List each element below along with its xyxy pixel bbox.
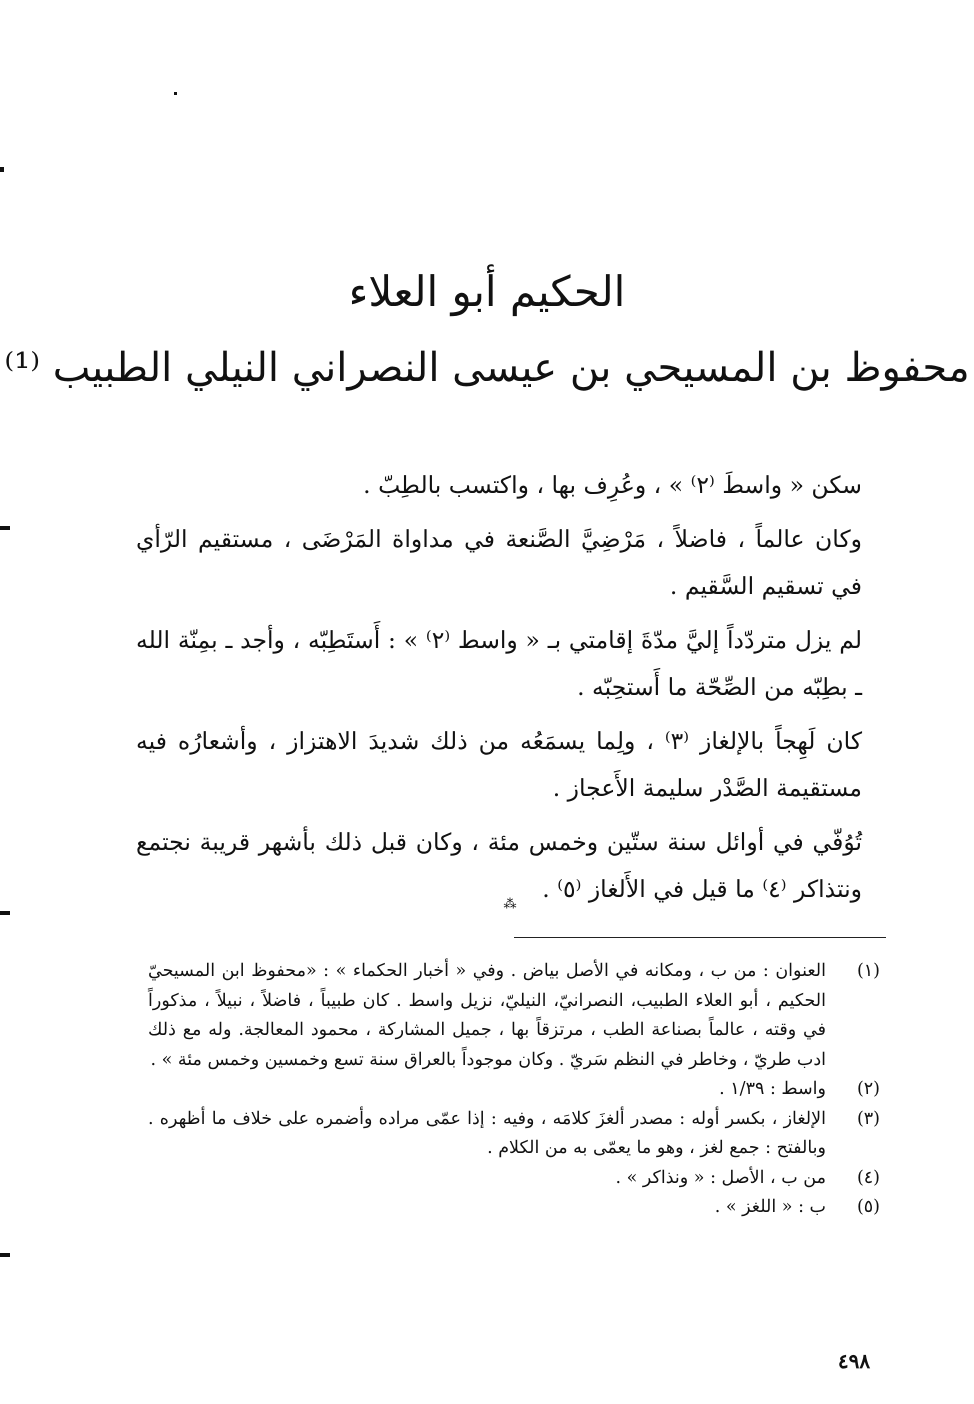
page-title: الحكيم أبو العلاء — [348, 267, 626, 316]
footnote-text: من ب ، الأصل : « ونذاكر » . — [615, 1167, 826, 1188]
margin-mark — [0, 911, 10, 915]
footnote-divider — [514, 937, 886, 938]
paragraph: كان لَهِجاً بالإلغاز ⁽٣⁾ ، ولِما يسمَعُه من ذلك شديدَ الاهتزاز ، وأشعارُه فيه مستقيمة الصَّدْر سليمة الأَعجاز . — [136, 726, 863, 802]
footnote-number: (٣) — [856, 1108, 880, 1129]
margin-mark — [0, 526, 10, 530]
page-number: ٤٩٨ — [837, 1349, 871, 1373]
section-separator: ⁂ — [503, 897, 517, 912]
footnote-text: واسط : ١/٣٩ . — [719, 1079, 826, 1099]
footnote-text: ب : « اللغز » . — [714, 1197, 826, 1217]
page-subtitle: محفوظ بن المسيحي بن عيسى النصراني النيلي الطبيب ⁽¹⁾ — [4, 345, 970, 391]
footnote-text: العنوان : من ب ، ومكانه في الأصل بياض . وفي « أخبار الحكماء » : «محفوظ ابن المسيحيّ الحكيم ، أبو العلاء الطبيب، النصرانيّ، النيليّ، نزيل واسط . كان طبيباً ، فاضلاً ، نبيلاً ، مذكوراً في وقته ، عالماً بصناعة الطب ، مرتزقاً بها ، جميل المشاركة ، محمود المعالجة. وله مع ذلك ادب طريّ ، وخاطر في النظم سَريّ . وكان موجوداً بالعراق سنة تسع وخمسين وخمس مئة » . — [148, 961, 826, 1070]
margin-mark — [0, 1253, 10, 1257]
footnote-text: الإلغاز ، بكسر أوله : مصدر ألغزَ كلامَه ، وفيه : إذا عمّى مراده وأضمره على خلاف ما أظهره . وبالفتح : جمع لغز ، وهو ما يعمّى به من الكلام . — [148, 1108, 826, 1158]
paragraph: وكان عالماً ، فاضلاً ، مَرْضِيَّ الصَّنعة في مداواة المَرْضَى ، مستقيم الرّأي في تسقيم السَّقيم . — [136, 524, 862, 600]
paragraph: لم يزل متردّداً إليَّ مدّةَ إقامتي بـ « واسط ⁽٢⁾ » : أَستَطِبّه ، وأجد ـ بمِنّة الله ـ بطِبّه من الصِّحّة ما أَستحِبّه . — [136, 625, 862, 701]
margin-mark — [174, 92, 177, 95]
footnote — [148, 957, 880, 1075]
footnote — [148, 1164, 880, 1194]
main-text — [136, 462, 862, 920]
paragraph: سكن « واسطَ ⁽٢⁾ » ، وعُرِف بها ، واكتسب بالطِبّ . — [363, 471, 862, 499]
footnotes — [148, 957, 880, 1223]
paragraph: تُوُفّي في أوائل سنة ستّين وخمس مئة ، وكان قبل ذلك بأشهر قريبة نجتمع ونتذاكر ⁽٤⁾ ما قيل في الأَلغاز ⁽٥⁾ . — [136, 827, 862, 903]
footnote — [148, 1193, 880, 1223]
footnote-number: (٤) — [856, 1167, 880, 1188]
footnote-number: (٢) — [856, 1079, 880, 1099]
margin-mark — [0, 167, 4, 172]
footnote-number: (١) — [856, 961, 880, 981]
footnote — [148, 1105, 880, 1164]
footnote — [148, 1075, 880, 1105]
footnote-number: (٥) — [856, 1197, 880, 1217]
